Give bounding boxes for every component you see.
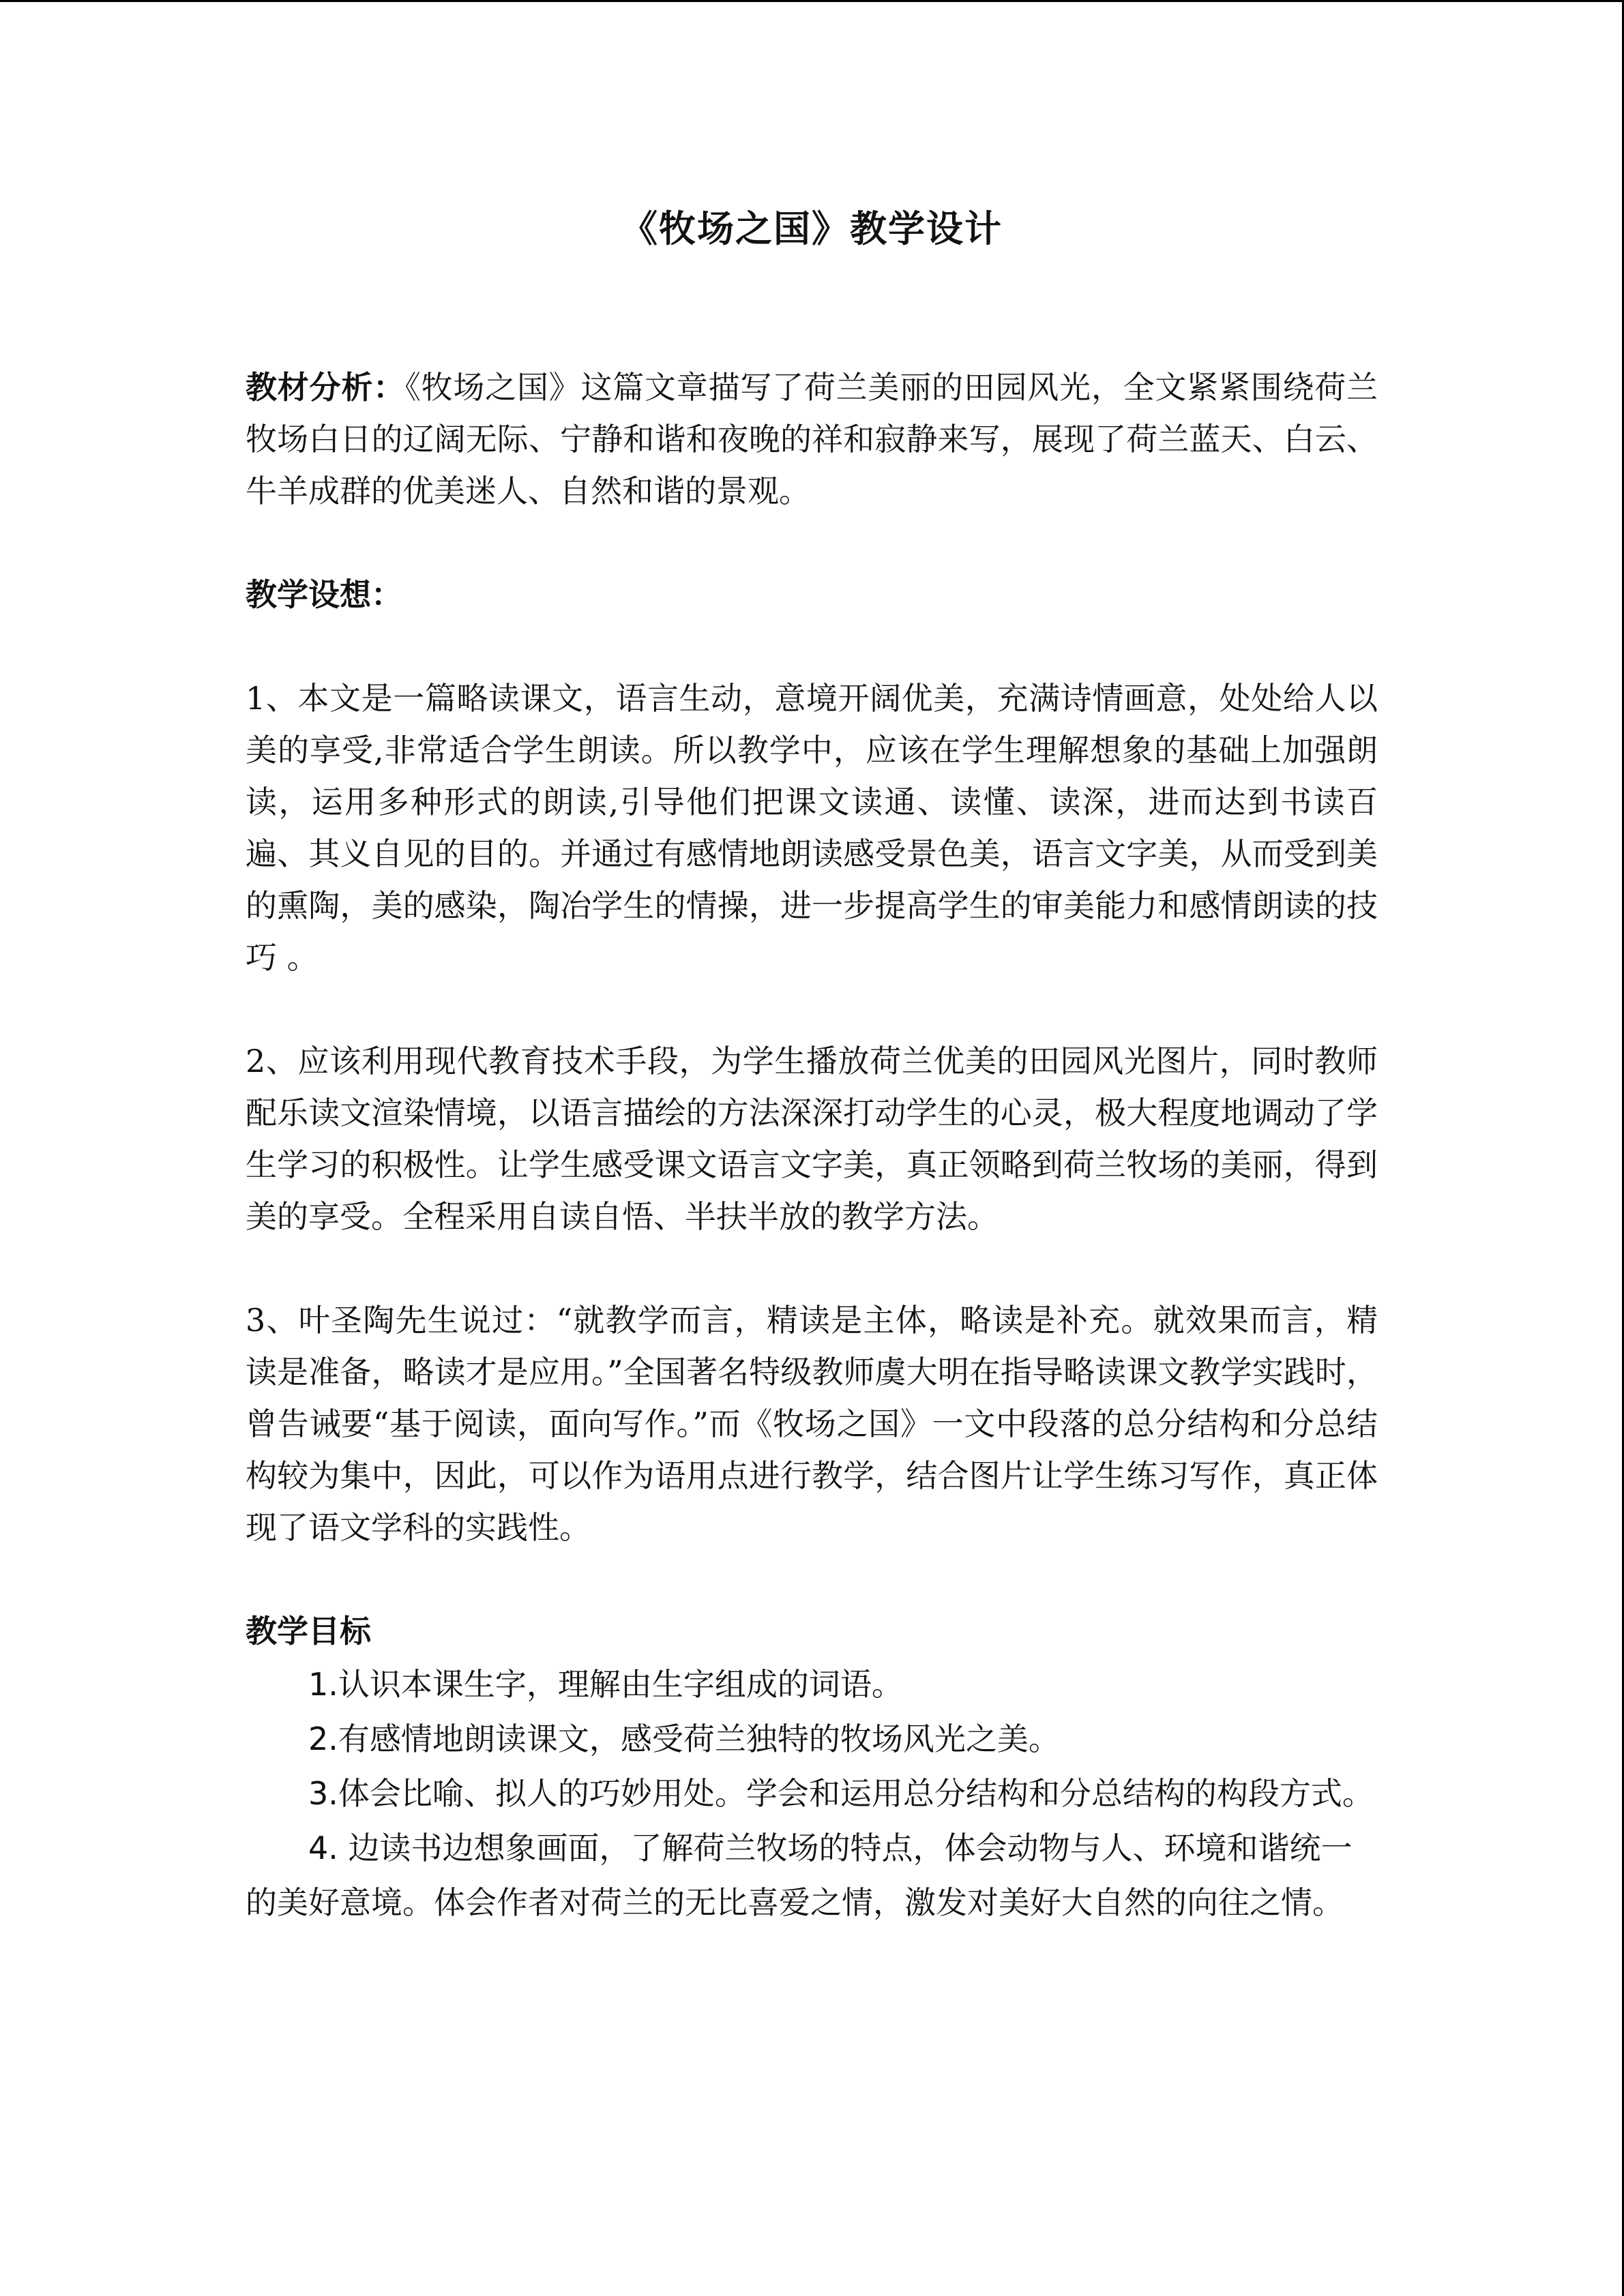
goal-text: 有感情地朗读课文，感受荷兰独特的牧场风光之美。 (338, 1720, 1060, 1758)
spacer (246, 1553, 1378, 1605)
teaching-goal-3 (246, 1766, 1378, 1821)
goal-text: 体会比喻、拟人的巧妙用处。学会和运用总分结构和分总结构的构段方式。 (338, 1775, 1374, 1813)
document-title: 《牧场之国》教学设计 (621, 207, 1003, 250)
spacer (246, 517, 1378, 569)
material-analysis-text: 《牧场之国》这篇文章描写了荷兰美丽的田园风光，全文紧紧围绕荷兰牧场白日的辽阔无际、宁静和谐和夜晚的祥和寂静来写，展现了荷兰蓝天、白云、牛羊成群的优美迷人、自然和谐的景观。 (246, 369, 1378, 510)
goal-text: 认识本课生字，理解由生字组成的词语。 (338, 1666, 903, 1703)
goal-number: 3. (308, 1775, 338, 1813)
teaching-goals-heading: 教学目标 (246, 1613, 371, 1650)
document-body (246, 205, 1378, 1930)
teaching-goal-1 (246, 1657, 1378, 1712)
spacer (246, 621, 1378, 672)
teaching-goal-4 (246, 1821, 1378, 1930)
teaching-idea-item-1: 1、本文是一篇略读课文，语言生动，意境开阔优美，充满诗情画意，处处给人以美的享受,非常适合学生朗读。所以教学中，应该在学生理解想象的基础上加强朗读，运用多种形式的朗读,引导他们把课文读通、读懂、读深，进而达到书读百遍、其义自见的目的。并通过有感情地朗读感受景色美，语言文字美，从而受到美的熏陶，美的感染，陶冶学生的情操，进一步提高学生的审美能力和感情朗读的技巧 。 (246, 680, 1378, 976)
teaching-idea-item-2: 2、应该利用现代教育技术手段，为学生播放荷兰优美的田园风光图片，同时教师配乐读文渲染情境，以语言描绘的方法深深打动学生的心灵，极大程度地调动了学生学习的积极性。让学生感受课文语言文字美，真正领略到荷兰牧场的美丽，得到美的享受。全程采用自读自悟、半扶半放的教学方法。 (246, 1043, 1378, 1236)
goal-number: 4. (308, 1830, 349, 1867)
teaching-idea-item-3: 3、叶圣陶先生说过：“就教学而言，精读是主体，略读是补充。就效果而言，精读是准备，略读才是应用。”全国著名特级教师虞大明在指导略读课文教学实践时，曾告诫要“基于阅读，面向写作。”而《牧场之国》一文中段落的总分结构和分总结构较为集中，因此，可以作为语用点进行教学，结合图片让学生练习写作，真正体现了语文学科的实践性。 (246, 1302, 1378, 1547)
goal-number: 2. (308, 1720, 338, 1758)
page-border-top (0, 0, 1624, 2)
goal-number: 1. (308, 1666, 338, 1703)
spacer (246, 983, 1378, 1035)
material-analysis-label: 教材分析： (246, 369, 405, 406)
goal-text: 边读书边想象画面，了解荷兰牧场的特点，体会动物与人、环境和谐统一的美好意境。体会作者对荷兰的无比喜爱之情，激发对美好大自然的向往之情。 (246, 1830, 1353, 1922)
teaching-goal-2 (246, 1712, 1378, 1766)
teaching-idea-heading: 教学设想： (246, 576, 402, 614)
material-analysis-paragraph (246, 361, 1378, 517)
spacer (246, 1242, 1378, 1294)
